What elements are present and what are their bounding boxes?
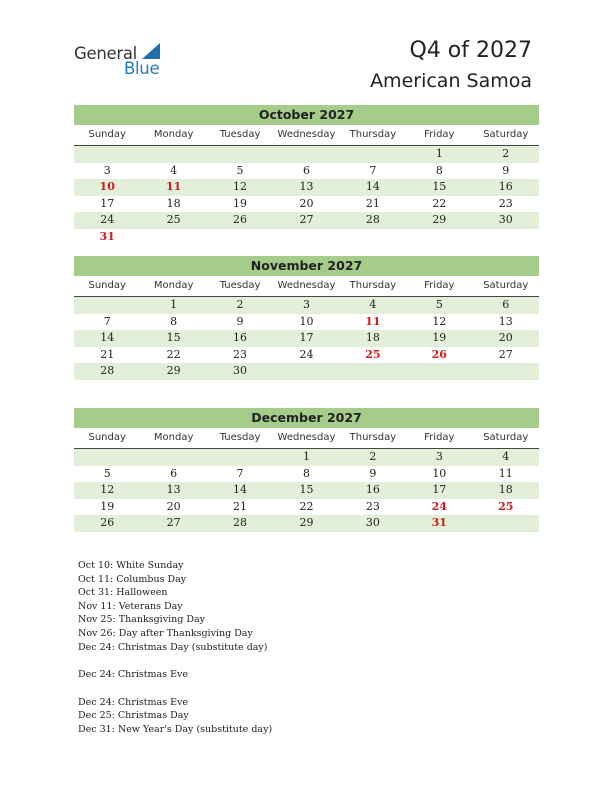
- logo-blue-text: Blue: [124, 59, 160, 78]
- weekday-label: Friday: [424, 280, 455, 291]
- page-subtitle: American Samoa: [370, 70, 532, 92]
- week-row: [74, 499, 539, 516]
- calendar-date: 12: [100, 483, 115, 497]
- weekday-label: Thursday: [349, 280, 397, 291]
- weekday-label: Sunday: [88, 129, 126, 140]
- weekday-label: Friday: [424, 432, 455, 443]
- calendar-date: 21: [233, 499, 248, 513]
- week-row: [74, 297, 539, 314]
- holiday-date: 24: [431, 499, 447, 513]
- calendar-date: [140, 146, 206, 163]
- calendar-date: 22: [432, 196, 447, 210]
- month-calendar: [74, 408, 539, 532]
- calendar-date: 9: [369, 466, 377, 480]
- calendar-date: 20: [166, 499, 181, 513]
- week-row: [74, 163, 539, 180]
- calendar-date: 18: [166, 196, 181, 210]
- calendar-date: 28: [233, 516, 248, 530]
- calendar-date: 5: [435, 298, 443, 311]
- calendar-date: 14: [100, 331, 115, 345]
- week-row: [74, 363, 539, 380]
- weekday-label: Saturday: [483, 129, 529, 140]
- calendar-date: 8: [435, 163, 443, 177]
- calendar-date: [473, 229, 539, 246]
- calendar-date: 3: [435, 450, 443, 463]
- calendar-date: 24: [100, 213, 115, 227]
- calendar-date: 8: [170, 314, 178, 328]
- calendar-date: 13: [498, 314, 513, 328]
- calendar-date: 4: [502, 450, 510, 463]
- calendar-date: [207, 146, 273, 163]
- holiday-date: 10: [99, 180, 115, 194]
- weekday-label: Sunday: [88, 432, 126, 443]
- holiday-note: Nov 26: Day after Thanksgiving Day: [78, 627, 253, 639]
- week-row: [74, 347, 539, 364]
- week-row: [74, 330, 539, 347]
- calendar-date: 9: [236, 314, 244, 328]
- calendar-date: 27: [498, 347, 513, 361]
- calendar-date: 6: [302, 163, 310, 177]
- calendar-date: 6: [170, 466, 178, 480]
- holiday-date: 25: [365, 347, 381, 361]
- holiday-note: Nov 25: Thanksgiving Day: [78, 614, 205, 626]
- calendar-date: [207, 449, 273, 466]
- calendar-date: [273, 229, 339, 246]
- calendar-date: 29: [299, 516, 314, 530]
- holiday-date: 31: [431, 516, 447, 530]
- calendar-date: 8: [302, 466, 310, 480]
- holiday-note: Oct 10: White Sunday: [78, 560, 184, 571]
- month-title: October 2027: [74, 105, 539, 125]
- calendar-date: 10: [432, 466, 447, 480]
- calendar-date: [340, 146, 406, 163]
- calendar-date: 10: [299, 314, 314, 328]
- calendar-date: [340, 229, 406, 246]
- weekday-label: Saturday: [483, 280, 529, 291]
- weekday-label: Tuesday: [219, 432, 261, 443]
- calendar-date: 26: [100, 516, 115, 530]
- weekday-label: Thursday: [349, 129, 397, 140]
- holiday-note: Oct 31: Halloween: [78, 587, 168, 599]
- calendar-date: 2: [236, 298, 244, 311]
- calendar-date: 7: [103, 314, 111, 328]
- holiday-note: Dec 25: Christmas Day: [78, 710, 189, 722]
- holiday-note: Oct 11: Columbus Day: [78, 573, 187, 585]
- calendar-date: 13: [299, 180, 314, 194]
- calendar-date: 17: [100, 196, 115, 210]
- calendar-date: 23: [498, 196, 513, 210]
- general-blue-logo: [74, 40, 174, 80]
- week-row: [74, 212, 539, 229]
- week-row: [74, 482, 539, 499]
- calendar-date: 23: [233, 347, 248, 361]
- calendar-date: 23: [365, 499, 380, 513]
- calendar-date: [140, 229, 206, 246]
- calendar-date: 19: [432, 331, 447, 345]
- week-row: [74, 229, 539, 246]
- calendar-date: 28: [365, 213, 380, 227]
- calendar-date: 25: [166, 213, 181, 227]
- calendar-date: 6: [502, 298, 510, 311]
- holiday-date: 25: [498, 499, 514, 513]
- weekday-header-row: [74, 276, 539, 297]
- weekday-label: Tuesday: [219, 129, 261, 140]
- calendar-date: 24: [299, 347, 314, 361]
- calendar-date: 27: [299, 213, 314, 227]
- holiday-date: 11: [165, 180, 182, 194]
- calendar-date: 18: [498, 483, 513, 497]
- month-calendar: [74, 256, 539, 380]
- calendar-date: 13: [166, 483, 181, 497]
- weekday-label: Saturday: [483, 432, 529, 443]
- page-title: Q4 of 2027: [409, 38, 532, 63]
- calendar-date: 15: [166, 331, 181, 345]
- calendar-date: 2: [369, 450, 377, 463]
- calendar-date: 16: [498, 180, 513, 194]
- weekday-label: Sunday: [88, 280, 126, 291]
- calendar-date: 19: [100, 499, 115, 513]
- calendar-date: [340, 363, 406, 380]
- calendar-date: 11: [498, 466, 513, 480]
- calendar-date: 1: [435, 147, 443, 160]
- calendar-date: 22: [166, 347, 181, 361]
- calendar-date: 9: [502, 163, 510, 177]
- week-row: [74, 179, 539, 196]
- calendar-date: 22: [299, 499, 314, 513]
- week-row: [74, 515, 539, 532]
- calendar-date: 30: [365, 516, 380, 530]
- calendar-date: 21: [365, 196, 380, 210]
- logo-triangle-icon: [142, 43, 160, 59]
- calendar-date: [473, 515, 539, 532]
- calendar-date: 29: [432, 213, 447, 227]
- holiday-date: 26: [431, 347, 447, 361]
- logo-general-text: General: [74, 44, 137, 63]
- calendar-date: 21: [100, 347, 115, 361]
- calendar-date: 14: [233, 483, 248, 497]
- week-row: [74, 196, 539, 213]
- calendar-date: 2: [502, 147, 510, 160]
- holiday-note: Dec 24: Christmas Day (substitute day): [78, 641, 268, 653]
- calendar-date: 3: [302, 298, 310, 311]
- calendar-date: 28: [100, 364, 115, 378]
- calendar-date: [74, 297, 140, 314]
- week-row: [74, 466, 539, 483]
- calendar-date: 18: [365, 331, 380, 345]
- weekday-label: Monday: [153, 432, 194, 443]
- calendar-date: 19: [233, 196, 248, 210]
- calendar-date: 16: [233, 331, 248, 345]
- calendar-date: [273, 363, 339, 380]
- calendar-date: 29: [166, 364, 181, 378]
- calendar-date: 4: [369, 298, 377, 311]
- calendar-date: 7: [236, 466, 244, 480]
- calendar-date: [473, 363, 539, 380]
- calendar-date: [74, 449, 140, 466]
- calendar-date: 14: [365, 180, 380, 194]
- holiday-date: 31: [99, 229, 115, 243]
- calendar-date: 17: [432, 483, 447, 497]
- calendar-date: [140, 449, 206, 466]
- holiday-note: Dec 24: Christmas Eve: [78, 669, 189, 681]
- calendar-date: [207, 229, 273, 246]
- month-title: November 2027: [74, 256, 539, 276]
- weekday-label: Friday: [424, 129, 455, 140]
- calendar-date: 30: [233, 364, 248, 378]
- calendar-date: 5: [236, 163, 244, 177]
- weekday-label: Wednesday: [277, 432, 336, 443]
- calendar-date: 4: [170, 163, 178, 177]
- weekday-label: Thursday: [349, 432, 397, 443]
- holiday-note: Dec 24: Christmas Eve: [78, 696, 189, 708]
- calendar-date: 1: [170, 298, 178, 311]
- week-row: [74, 449, 539, 466]
- weekday-label: Wednesday: [277, 129, 336, 140]
- week-row: [74, 146, 539, 163]
- holiday-notes: [78, 559, 272, 737]
- calendar-date: [406, 363, 472, 380]
- week-row: [74, 314, 539, 331]
- calendar-date: 26: [233, 213, 248, 227]
- calendar-date: 7: [369, 163, 377, 177]
- month-calendar: [74, 105, 539, 246]
- weekday-label: Wednesday: [277, 280, 336, 291]
- holiday-date: 11: [365, 314, 381, 328]
- calendar-date: 20: [498, 331, 513, 345]
- calendar-date: 30: [498, 213, 513, 227]
- calendar-date: 17: [299, 331, 314, 345]
- calendar-date: 27: [166, 516, 181, 530]
- calendar-date: 5: [103, 466, 111, 480]
- calendar-date: [406, 229, 472, 246]
- weekday-label: Monday: [153, 280, 194, 291]
- holiday-note: Dec 31: New Year's Day (substitute day): [78, 723, 273, 735]
- calendar-date: 1: [302, 450, 310, 463]
- calendar-date: 15: [432, 180, 447, 194]
- calendar-date: 16: [365, 483, 380, 497]
- calendar-date: 20: [299, 196, 314, 210]
- calendar-date: 12: [233, 180, 248, 194]
- weekday-label: Monday: [153, 129, 194, 140]
- weekday-label: Tuesday: [219, 280, 261, 291]
- calendar-date: 12: [432, 314, 447, 328]
- calendar-date: 3: [103, 163, 111, 177]
- weekday-header-row: [74, 125, 539, 146]
- month-title: December 2027: [74, 408, 539, 428]
- calendar-date: [74, 146, 140, 163]
- calendar-date: 15: [299, 483, 314, 497]
- holiday-note: Nov 11: Veterans Day: [78, 600, 183, 612]
- calendar-date: [273, 146, 339, 163]
- weekday-header-row: [74, 428, 539, 449]
